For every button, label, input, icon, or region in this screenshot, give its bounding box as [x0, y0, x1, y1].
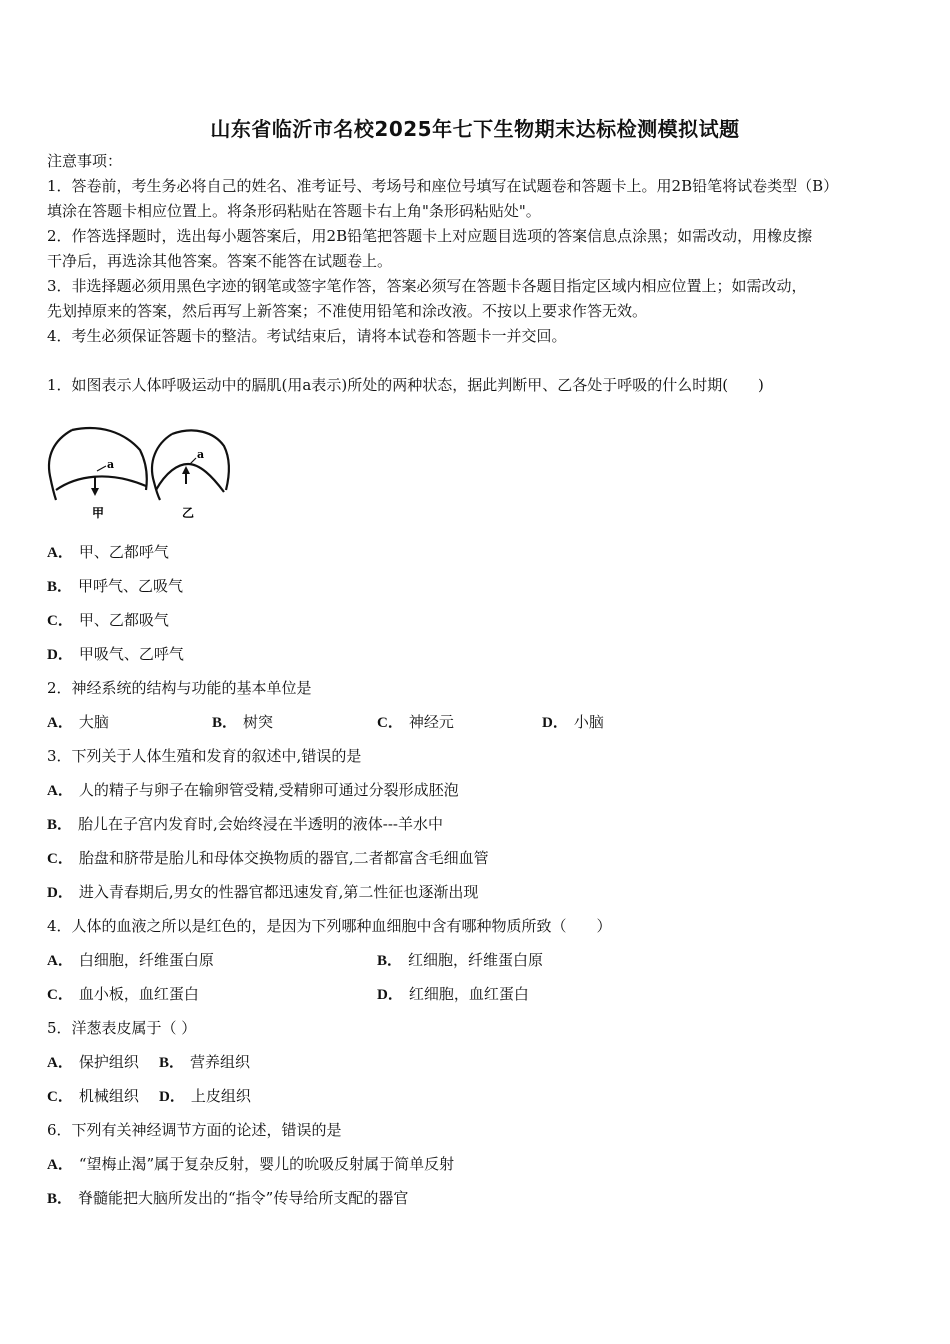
option-text: 胎儿在子宫内发育时,会始终浸在半透明的液体---羊水中	[78, 815, 443, 833]
option-label: B．	[212, 715, 238, 731]
notice-line: 干净后，再选涂其他答案。答案不能答在试题卷上。	[47, 252, 393, 270]
notice-line: 4．考生必须保证答题卡的整洁。考试结束后，请将本试卷和答题卡一并交回。	[47, 327, 567, 345]
option-text: 甲、乙都呼气	[78, 543, 169, 561]
option-item	[47, 984, 199, 1005]
option-label: D．	[47, 647, 73, 663]
option-item	[47, 1188, 408, 1209]
option-text: 上皮组织	[190, 1087, 251, 1105]
option-label: C．	[47, 613, 73, 629]
option-item	[212, 712, 273, 733]
option-label: C．	[47, 1089, 73, 1105]
option-text: 小脑	[573, 713, 604, 731]
figure-label-a: a	[107, 458, 115, 471]
option-label: A．	[47, 783, 73, 799]
option-label: B．	[377, 953, 403, 969]
option-item	[47, 1052, 139, 1073]
option-text: 甲、乙都吸气	[78, 611, 169, 629]
option-label: A．	[47, 545, 73, 561]
notice-line: 填涂在答题卡相应位置上。将条形码粘贴在答题卡右上角"条形码粘贴处"。	[47, 202, 541, 220]
option-label: A．	[47, 715, 73, 731]
option-item	[47, 882, 478, 903]
option-text: 营养组织	[190, 1053, 251, 1071]
question-1-stem: 1．如图表示人体呼吸运动中的膈肌(用a表示)所处的两种状态，据此判断甲、乙各处于呼吸的什么时期( )	[47, 376, 764, 394]
option-item	[47, 644, 184, 665]
option-text: 红细胞，纤维蛋白原	[408, 951, 544, 969]
option-label: B．	[47, 817, 73, 833]
option-label: A．	[47, 953, 73, 969]
figure-label-jia: 甲	[92, 506, 105, 520]
option-label: A．	[47, 1157, 73, 1173]
option-label: D．	[542, 715, 568, 731]
option-item	[47, 1154, 454, 1175]
option-text: 胎盘和脐带是胎儿和母体交换物质的器官,二者都富含毛细血管	[78, 849, 489, 867]
option-item	[377, 950, 543, 971]
option-item	[47, 814, 443, 835]
option-label: A．	[47, 1055, 73, 1071]
question-4-stem: 4．人体的血液之所以是红色的，是因为下列哪种血细胞中含有哪种物质所致（ ）	[47, 917, 612, 935]
option-label: C．	[47, 987, 73, 1003]
option-item	[159, 1052, 250, 1073]
option-text: 脊髓能把大脑所发出的“指令”传导给所支配的器官	[78, 1189, 409, 1207]
question-2-stem: 2．神经系统的结构与功能的基本单位是	[47, 679, 312, 697]
option-label: B．	[159, 1055, 185, 1071]
option-text: 保护组织	[78, 1053, 139, 1071]
option-label: D．	[159, 1089, 185, 1105]
option-text: 树突	[243, 713, 274, 731]
option-item	[377, 984, 529, 1005]
question-5-stem: 5．洋葱表皮属于（ ）	[47, 1019, 197, 1037]
diaphragm-state-yi	[152, 430, 229, 520]
option-label: B．	[47, 579, 73, 595]
option-text: 红细胞，血红蛋白	[408, 985, 529, 1003]
option-text: 白细胞，纤维蛋白原	[78, 951, 214, 969]
notice-line: 1．答卷前，考生务必将自己的姓名、准考证号、考场号和座位号填写在试题卷和答题卡上。用2B铅笔将试卷类型（B）	[47, 177, 839, 195]
option-text: 血小板，血红蛋白	[78, 985, 199, 1003]
figure-label-yi: 乙	[182, 506, 195, 520]
diaphragm-figure	[44, 424, 234, 520]
figure-label-a: a	[197, 448, 205, 461]
page-title: 山东省临沂市名校2025年七下生物期末达标检测模拟试题	[210, 117, 740, 141]
option-label: B．	[47, 1191, 73, 1207]
option-item	[377, 712, 454, 733]
option-item	[47, 780, 459, 801]
option-text: 机械组织	[78, 1087, 139, 1105]
option-text: 人的精子与卵子在输卵管受精,受精卵可通过分裂形成胚泡	[78, 781, 459, 799]
option-text: 甲呼气、乙吸气	[78, 577, 184, 595]
option-item	[47, 576, 183, 597]
option-label: D．	[377, 987, 403, 1003]
option-text: 进入青春期后,男女的性器官都迅速发育,第二性征也逐渐出现	[78, 883, 479, 901]
notice-line: 先划掉原来的答案，然后再写上新答案；不准使用铅笔和涂改液。不按以上要求作答无效。	[47, 302, 648, 320]
option-label: C．	[47, 851, 73, 867]
option-item	[47, 712, 109, 733]
option-item	[159, 1086, 251, 1107]
option-item	[47, 848, 489, 869]
option-item	[47, 610, 169, 631]
option-item	[47, 542, 169, 563]
option-label: D．	[47, 885, 73, 901]
diaphragm-state-jia	[49, 428, 147, 520]
notice-line: 2．作答选择题时，选出每小题答案后，用2B铅笔把答题卡上对应题目选项的答案信息点涂黑；如需改动，用橡皮擦	[47, 227, 813, 245]
option-label: C．	[377, 715, 403, 731]
option-text: 甲吸气、乙呼气	[78, 645, 184, 663]
notice-line: 3．非选择题必须用黑色字迹的钢笔或签字笔作答，答案必须写在答题卡各题目指定区域内相应位置上；如需改动，	[47, 277, 807, 295]
question-6-stem: 6．下列有关神经调节方面的论述，错误的是	[47, 1121, 342, 1139]
option-item	[47, 1086, 139, 1107]
option-text: 大脑	[78, 713, 109, 731]
question-3-stem: 3．下列关于人体生殖和发育的叙述中,错误的是	[47, 747, 362, 765]
option-item	[47, 950, 214, 971]
option-text: 神经元	[408, 713, 454, 731]
option-item	[542, 712, 604, 733]
option-text: “望梅止渴”属于复杂反射，婴儿的吮吸反射属于简单反射	[78, 1155, 455, 1173]
notice-heading: 注意事项：	[47, 152, 123, 170]
